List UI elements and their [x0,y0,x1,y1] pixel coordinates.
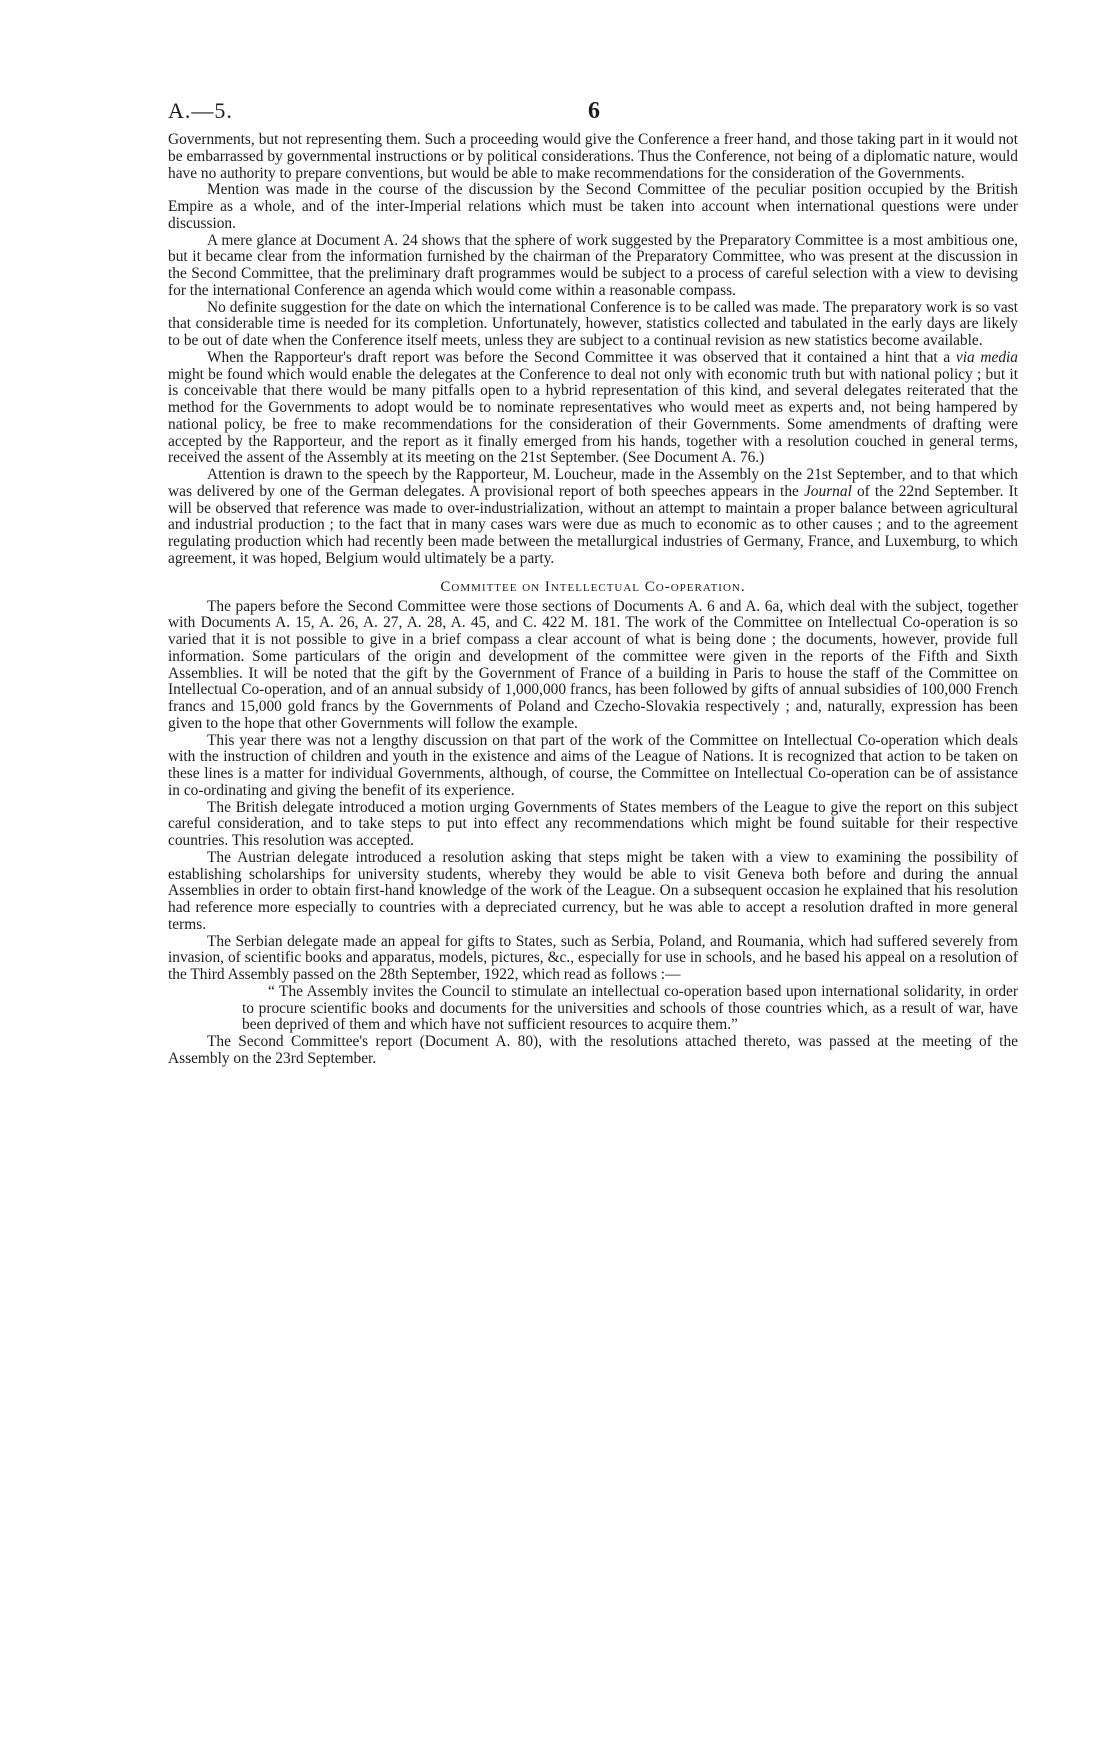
paragraph: The Austrian delegate introduced a resolution asking that steps might be taken with a view to examining the possibility of establishing scholarships for university students, whereby they would be able to visit Geneva both before and during the annual Assemblies in order to obtain first-hand knowledge of the work of the League. On a subsequent occasion he explained that his resolution had reference more especially to countries with a depreciated currency, but he was able to accept a resolution drafted in more general terms. [168,848,1018,933]
text-run: might be found which would enable the delegates at the Conference to deal not only with economic truth but with national policy ; but it is conceivable that there would be many pitfalls open to a hybrid representation of this kind, and several delegates reiterated that the method for the Governments to adopt would be to nominate representatives who would meet as experts and, not being hampered by national policy, be free to make recommendations for the consideration of their Governments. Some amendments of drafting were accepted by the Rapporteur, and the report as it finally emerged from his hands, together with a resolution couched in general terms, received the assent of the Assembly at its meeting on the 21st September. (See Document A. 76.) [168,365,1018,467]
paragraph: This year there was not a lengthy discussion on that part of the work of the Committee on Intellectual Co-operation which deals with the instruction of children and youth in the existence and aims of the League of Nations. It is recognized that action to be taken on these lines is a matter for individual Governments, although, of course, the Committee on Intellectual Co-operation can be of assistance in co-ordinating and giving the benefit of its experience. [168,731,1018,799]
italic-term: Journal [803,482,852,500]
paragraph: Governments, but not representing them. Such a proceeding would give the Conference a freer hand, and those taking part in it would not be embarrassed by governmental instructions or by political considerations. Thus the Conference, not being of a diplomatic nature, would have no authority to prepare conventions, but would be able to make recommendations for the consideration of the Governments. [168,131,1018,182]
paragraph: A mere glance at Document A. 24 shows that the sphere of work suggested by the Preparatory Committee is a most ambitious one, but it became clear from the information furnished by the chairman of the Preparatory Committee, who was present at the discussion in the Second Committee, that the preliminary draft programmes would be subject to a process of careful selection with a view to devising for the international Conference an agenda which would come within a reasonable compass. [168,231,1018,299]
text-run: When the Rapporteur's draft report was before the Second Committee it was observed that it contained a hint that a [207,348,956,366]
paragraph: The papers before the Second Committee were those sections of Documents A. 6 and A. 6a, which deal with the subject, together with Documents A. 15, A. 26, A. 27, A. 28, A. 45, and C. 422 M. 181. The work of the Committee on Intellectual Co-operation is so varied that it is not possible to give in a brief compass a clear account of what is being done ; the documents, however, provide full information. Some particulars of the origin and development of the committee were given in the reports of the Fifth and Sixth Assemblies. It will be noted that the gift by the Government of France of a building in Paris to house the staff of the Committee on Intellectual Co-operation, and of an annual subsidy of 1,000,000 francs, has been followed by gifts of annual subsidies of 100,000 French francs and 15,000 gold francs by the Governments of Poland and Czecho-Slovakia respectively ; and, naturally, expression has been given to the hope that other Governments will follow the example. [168,597,1018,732]
page-number: 6 [588,98,600,124]
paragraph: The Serbian delegate made an appeal for gifts to States, such as Serbia, Poland, and Roumania, which had suffered severely from invasion, of scientific books and apparatus, models, pictures, &c., especially for use in schools, and he based his appeal on a resolution of the Third Assembly passed on the 28th September, 1922, which read as follows :— [168,932,1018,983]
document-reference: A.—5. [168,98,233,123]
text-run: Attention is drawn to the speech by the Rapporteur, M. Loucheur, made in the Assembly on the 21st September, and to that which was delivered by one of the German delegates. A provisional report of both speeches appears in the [168,466,1018,500]
italic-term: via media [955,348,1019,366]
page-header [168,98,1018,132]
section-heading [168,579,1018,595]
document-page [168,98,1018,1068]
paragraph: No definite suggestion for the date on which the international Conference is to be called was made. The preparatory work is so vast that considerable time is needed for its completion. Unfortunately, however, statistics collected and tabulated in the early days are likely to be out of date when the Conference itself meets, unless they are subject to a continual revision as new statistics become available. [168,298,1018,349]
text-run: of the 22nd September. It will be observed that reference was made to over-industrialization, without an attempt to maintain a proper balance between agricultural and industrial production ; to the fact that in many cases wars were due as much to economic as to other causes ; and to the agreement regulating production which had recently been made between the metallurgical industries of Germany, France, and Luxemburg, to which agreement, it was hoped, Belgium would ultimately be a party. [168,482,1019,567]
paragraph [168,467,1018,568]
section-heading-text: Committee on Intellectual Co-operation. [440,578,746,595]
paragraph [168,350,1018,467]
quotation-text: “ The Assembly invites the Council to stimulate an intellectual co-operation based upon international solidarity, in order to procure scientific books and documents for the universities and schools of those countries which, as a result of war, have been deprived of them and which have not sufficient resources to acquire them.” [242,982,1018,1034]
paragraph: Mention was made in the course of the discussion by the Second Committee of the peculiar position occupied by the British Empire as a whole, and of the inter-Imperial relations which must be taken into account when international questions were under discussion. [168,181,1018,232]
paragraph: The British delegate introduced a motion urging Governments of States members of the League to give the report on this subject careful consideration, and to take steps to put into effect any recommendations which might be found suitable for their respective countries. This resolution was accepted. [168,798,1018,849]
paragraph: The Second Committee's report (Document A. 80), with the resolutions attached thereto, was passed at the meeting of the Assembly on the 23rd September. [168,1033,1018,1067]
block-quotation [242,984,1018,1034]
